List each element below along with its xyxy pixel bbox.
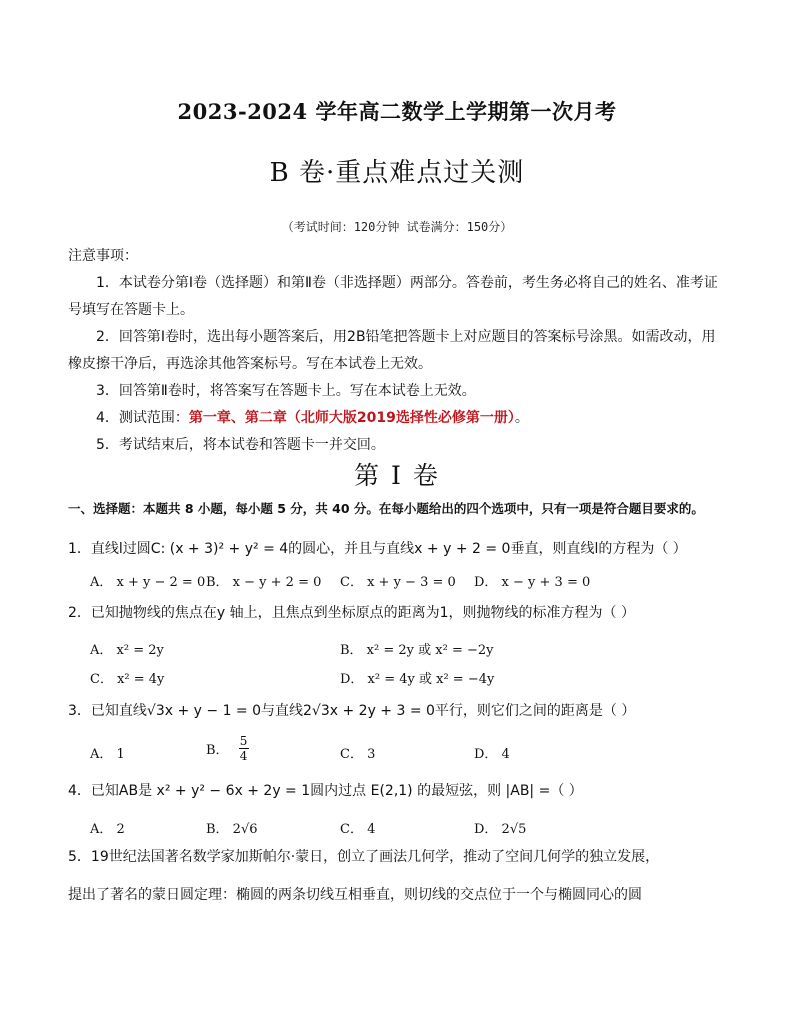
question-2-option-d: D． x² = 4y 或 x² = −4y [340,672,495,687]
question-2-stem: 2．已知抛物线的焦点在y 轴上，且焦点到坐标原点的距离为1，则抛物线的标准方程为（ ） [68,605,635,621]
question-1-option-d: D． x − y + 3 = 0 [474,575,591,590]
exam-subtitle: B 卷·重点难点过关测 [269,158,525,188]
question-5-line-2: 提出了著名的蒙日圆定理：椭圆的两条切线互相垂直，则切线的交点位于一个与椭圆同心的圆 [68,887,642,903]
question-4-option-c: C． 4 [340,822,376,837]
question-2-option-a: A． x² = 2y [90,643,164,658]
question-1-option-b: B． x − y + 2 = 0 [206,575,322,590]
question-3-option-b-label: B． [206,743,229,758]
note-item-4 [68,405,728,432]
note-item-5: 5．考试结束后，将本试卷和答题卡一并交回。 [96,437,385,453]
note-item-3: 3．回答第Ⅱ卷时，将答案写在答题卡上。写在本试卷上无效。 [96,383,476,399]
exam-title: 2023-2024 学年高二数学上学期第一次月考 [177,99,617,124]
question-1-option-c: C． x + y − 3 = 0 [340,575,456,590]
note-item-4-suffix: 。 [514,410,529,426]
note-item-2: 2．回答第Ⅰ卷时，选出每小题答案后，用2B铅笔把答题卡上对应题目的答案标号涂黑。如需改动，用橡皮擦干净后，再选涂其他答案标号。写在本试卷上无效。 [68,329,716,372]
question-3-option-b [206,734,249,763]
question-5-line-1: 5．19世纪法国著名数学家加斯帕尔·蒙日，创立了画法几何学，推动了空间几何学的独立发展， [68,849,660,865]
question-2-option-c: C． x² = 4y [90,672,165,687]
note-item-4-prefix: 4．测试范围： [96,410,189,426]
question-3-option-a: A． 1 [90,747,125,762]
question-3-option-d: D． 4 [474,747,510,762]
question-1-stem: 1．直线l过圆C: (x + 3)² + y² = 4的圆心，并且与直线x + y + 2 = 0垂直，则直线l的方程为（ ） [68,541,687,557]
question-1-option-a: A． x + y − 2 = 0 [90,575,206,590]
question-4-stem: 4．已知AB是 x² + y² − 6x + 2y = 1圆内过点 E(2,1) 的最短弦，则 |AB| =（ ） [68,783,583,799]
test-range: 第一章、第二章（北师大版2019选择性必修第一册） [188,410,515,426]
fraction-denominator: 4 [239,749,248,763]
fraction-numerator: 5 [239,734,248,748]
note-item-1: 1．本试卷分第Ⅰ卷（选择题）和第Ⅱ卷（非选择题）两部分。答卷前，考生务必将自己的姓名、准考证号填写在答题卡上。 [68,275,718,318]
exam-info: （考试时间：120分钟 试卷满分：150分） [281,220,513,234]
question-4-option-a: A． 2 [90,822,125,837]
notes-section [68,243,728,459]
question-3-stem: 3．已知直线√3x + y − 1 = 0与直线2√3x + 2y + 3 = 0平行，则它们之间的距离是（ ） [68,703,636,719]
section-intro: 一、选择题：本题共 8 小题，每小题 5 分，共 40 分。在每小题给出的四个选项中，只有一项是符合题目要求的。 [68,501,704,516]
notes-heading: 注意事项： [68,248,138,264]
section-title: 第 I 卷 [354,461,440,490]
fraction [239,734,249,763]
question-2-option-b: B． x² = 2y 或 x² = −2y [340,643,494,658]
question-4-option-b: B． 2√6 [206,822,258,837]
question-4-option-d: D． 2√5 [474,822,527,837]
question-3-option-c: C． 3 [340,747,376,762]
